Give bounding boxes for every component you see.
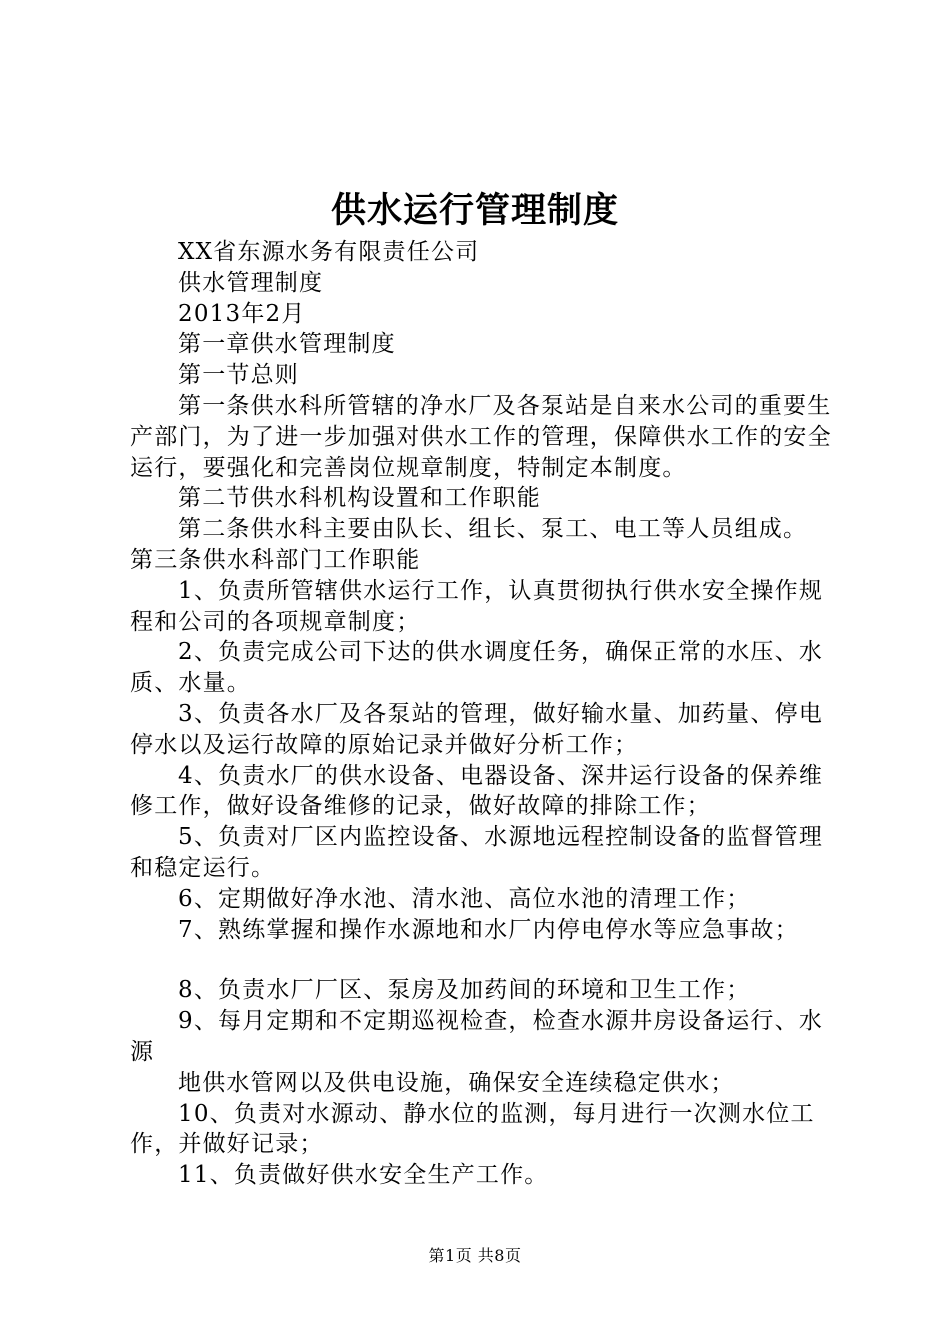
duty-item-3: 3、负责各水厂及各泵站的管理，做好输水量、加药量、停电停水以及运行故障的原始记录并做好分析工作； (130, 700, 824, 758)
section-heading-2: 第二节供水科机构设置和工作职能 (178, 485, 541, 512)
duty-item-8: 8、负责水厂厂区、泵房及加药间的环境和卫生工作； (178, 977, 751, 1004)
duty-item-11: 11、负责做好供水安全生产工作。 (178, 1162, 549, 1189)
section-heading-1: 第一节总则 (178, 362, 299, 389)
duty-item-4: 4、负责水厂的供水设备、电器设备、深井运行设备的保养维修工作，做好设备维修的记录，做好故障的排除工作； (130, 762, 824, 820)
paragraph-company: XX省东源水务有限责任公司 (178, 239, 480, 265)
duty-item-9-continued: 地供水管网以及供电设施，确保安全连续稳定供水； (178, 1069, 735, 1096)
document-body (130, 237, 835, 1191)
paragraph-date: 2013年2月 (178, 300, 306, 327)
document-title: 供水运行管理制度 (330, 190, 619, 231)
article-3: 第三条供水科部门工作职能 (130, 546, 421, 573)
duty-item-2: 2、负责完成公司下达的供水调度任务，确保正常的水压、水质、水量。 (130, 639, 824, 697)
page-footer: 第1页 共8页 (428, 1246, 522, 1265)
paragraph-doc-name: 供水管理制度 (178, 269, 324, 296)
duty-item-6: 6、定期做好净水池、清水池、高位水池的清理工作； (178, 885, 751, 912)
chapter-heading: 第一章供水管理制度 (178, 331, 396, 358)
duty-item-9: 9、每月定期和不定期巡视检查，检查水源井房设备运行、水源 (130, 1008, 824, 1065)
paragraph-spacer (130, 945, 835, 975)
duty-item-10: 10、负责对水源动、静水位的监测，每月进行一次测水位工作，并做好记录； (130, 1100, 815, 1158)
duty-item-7: 7、熟练掌握和操作水源地和水厂内停电停水等应急事故； (178, 916, 799, 943)
duty-item-5: 5、负责对厂区内监控设备、水源地远程控制设备的监督管理和稳定运行。 (130, 824, 824, 881)
article-2: 第二条供水科主要由队长、组长、泵工、电工等人员组成。 (178, 516, 808, 543)
duty-item-1: 1、负责所管辖供水运行工作，认真贯彻执行供水安全操作规程和公司的各项规章制度； (130, 577, 824, 635)
article-1: 第一条供水科所管辖的净水厂及各泵站是自来水公司的重要生产部门，为了进一步加强对供水工作的管理，保障供水工作的安全运行，要强化和完善岗位规章制度，特制定本制度。 (130, 392, 832, 481)
